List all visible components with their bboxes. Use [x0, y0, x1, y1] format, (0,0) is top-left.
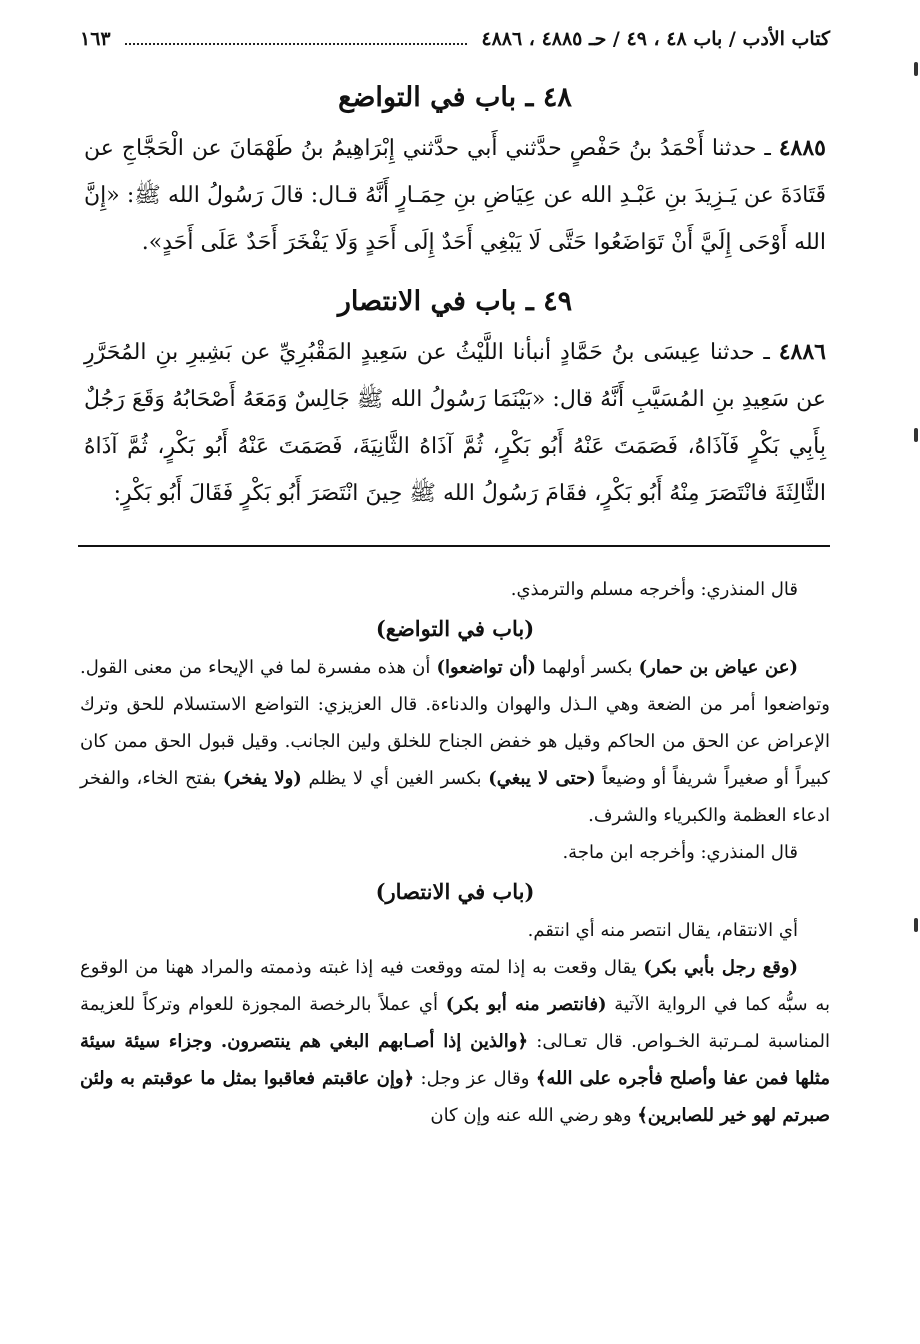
header-dot-leader [125, 43, 468, 45]
hadith-4886-text: ـ حدثنا عِيسَى بنُ حَمَّادٍ أنبأنا اللَّيْثُ عن سَعِيدٍ المَقْبُرِيِّ عن بَشِيرِ بنِ المُحَرَّرِ عن سَعِيدِ بنِ المُسَيَّبِ أَنَّهُ قال: «بَيْنَمَا رَسُولُ الله ﷺ جَالِسٌ وَمَعَهُ أَصْحَابُهُ وَقَعَ رَجُلٌ بِأَبِي بَكْرٍ فَآذَاهُ، فَصَمَتَ عَنْهُ أَبُو بَكْرٍ، ثُمَّ آذَاهُ الثَّانِيَةَ، فَصَمَتَ عَنْهُ أَبُو بَكْرٍ، ثُمَّ آذَاهُ الثَّالِثَةَ فانْتَصَرَ مِنْهُ أَبُو بَكْرٍ، فقَامَ رَسُولُ الله ﷺ حِينَ انْتَصَرَ أَبُو بَكْرٍ فَقَالَ أَبُو بَكْرٍ: [84, 340, 826, 506]
keyword: (فانتصر منه أبو بكر) [445, 994, 607, 1015]
scan-edge-mark [914, 918, 918, 932]
commentary-paragraph-3 [80, 949, 830, 1134]
commentary-paragraph-1 [80, 649, 830, 834]
scan-edge-mark [914, 428, 918, 442]
commentary-heading-tawadu: (باب في التواضع) [375, 616, 535, 641]
quran-quote: ﴿والذين إذا أصـابهم البغي هم ينتصرون. وجزاء سيئة سيئة مثلها فمن عفا وأصلح فأجره على الله﴾ [80, 1031, 830, 1089]
keyword: (عن عياض بن حمار) [638, 657, 798, 678]
commentary-text: أن هذه مفسرة لما في الإيحاء من معنى القول. وتواضعوا أمر من الضعة وهي الـذل والهوان والدناءة. قال العزيزي: التواضع الاستسلام للحق وترك الإعراض عن الحق من الحاكم وقيل هو خفض الجناح للخلق ولين الجانب. وقيل قبول الحق ممن كان كبيراً أو صغيراً شريفاً أو وضيعاً [80, 657, 830, 789]
mundhiri-note-1: قال المنذري: وأخرجه مسلم والترمذي. [510, 579, 798, 600]
keyword: (حتى لا يبغي) [488, 768, 596, 789]
commentary-text: بكسر الغين أي لا يظلم [301, 768, 489, 789]
page-number: ١٦٣ [80, 28, 111, 50]
commentary-text: وقال عز وجل: [414, 1068, 536, 1089]
hadith-4885-text: ـ حدثنا أَحْمَدُ بنُ حَفْصٍ حدَّثني أَبي حدَّثني إِبْرَاهِيمُ بنُ طَهْمَانَ عن الْحَجَّاجِ عن قَتَادَةَ عن يَـزِيدَ بنِ عَبْـدِ الله عن عِيَاضِ بنِ حِمَـارٍ أَنَّهُ قـال: قالَ رَسُولُ الله ﷺ: «إِنَّ الله أَوْحَى إِلَيَّ أَنْ تَوَاضَعُوا حَتَّى لَا يَبْغِي أَحَدٌ إِلَى أَحَدٍ وَلَا يَفْخَرَ أَحَدٌ عَلَى أَحَدٍ». [84, 136, 826, 255]
commentary-text: بفتح الخاء، والفخر ادعاء العظمة والكبرياء والشرف. [80, 768, 830, 826]
scan-edge-mark [914, 62, 918, 76]
keyword: (وقع رجل بأبي بكر) [643, 957, 798, 978]
commentary-text: يقال وقعت به إذا لمته ووقعت فيه إذا غبته وذممته والمراد ههنا من الوقوع به سبُّه كما في الرواية الآتية [80, 957, 830, 1015]
hadith-4885 [80, 125, 830, 266]
keyword: (أن تواضعوا) [436, 657, 536, 678]
hadith-4885-number: ٤٨٨٥ [778, 135, 826, 161]
mundhiri-note-2: قال المنذري: وأخرجه ابن ماجة. [562, 842, 798, 863]
commentary-heading-intisar: (باب في الانتصار) [375, 879, 535, 904]
chapter-48-title: ٤٨ ـ باب في التواضع [338, 82, 572, 113]
hadith-4886 [80, 329, 830, 517]
footnote-separator [78, 545, 830, 547]
keyword: (ولا يفخر) [222, 768, 302, 789]
commentary-text: بكسر أولهما [535, 657, 639, 678]
quran-quote: ﴿وإن عاقبتم فعاقبوا بمثل ما عوقبتم به ولئن صبرتم لهو خير للصابرين﴾ [80, 1068, 830, 1126]
chapter-49-title: ٤٩ ـ باب في الانتصار [337, 286, 573, 317]
running-header [80, 28, 830, 68]
commentary-paragraph-2: أي الانتقام، يقال انتصر منه أي انتقم. [527, 920, 798, 941]
running-title: كتاب الأدب / باب ٤٨ ، ٤٩ / حـ ٤٨٨٥ ، ٤٨٨٦ [481, 28, 830, 50]
commentary-text: أي عملاً بالرخصة المجوزة للعوام وتركاً للعزيمة المناسبة لمـرتبة الخـواص. قال تعـالى: [80, 994, 830, 1052]
commentary-text: وهو رضي الله عنه وإن كان [430, 1105, 638, 1126]
hadith-4886-number: ٤٨٨٦ [778, 339, 826, 365]
